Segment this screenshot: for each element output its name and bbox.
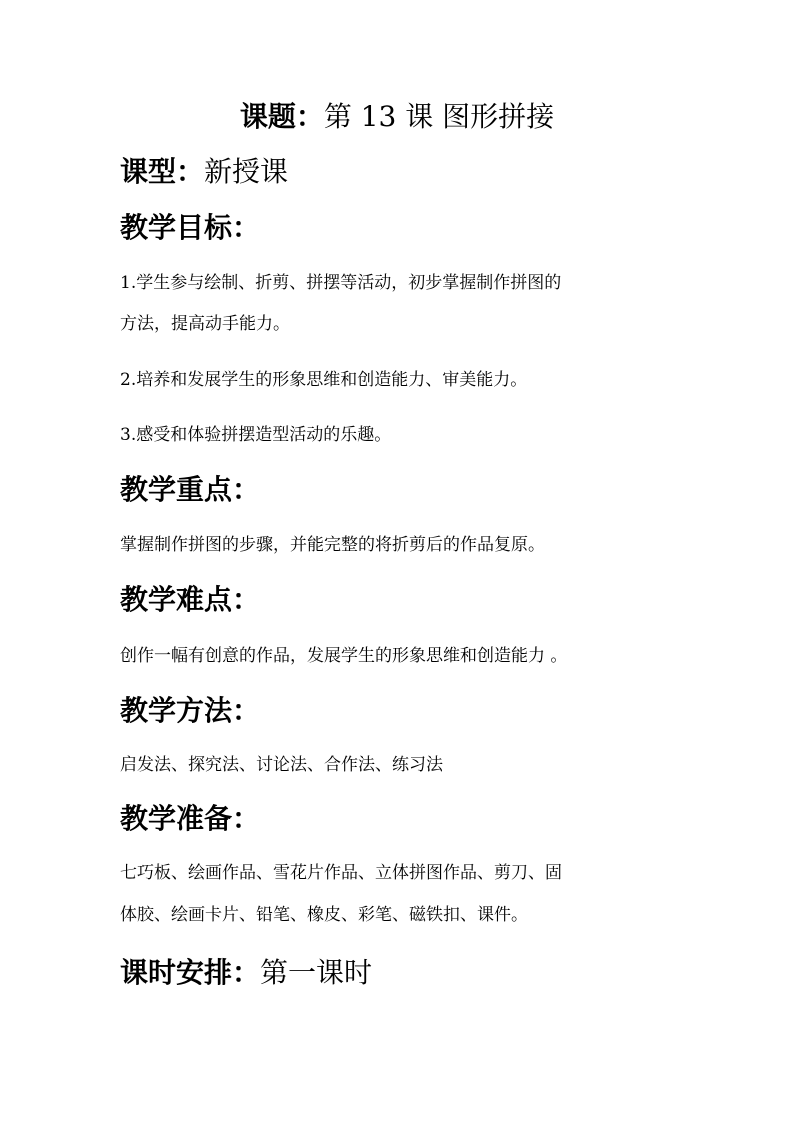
methods-text: 启发法、探究法、讨论法、合作法、练习法	[120, 755, 443, 775]
preparation-heading: 教学准备：	[120, 802, 261, 835]
difficulties-text: 创作一幅有创意的作品，发展学生的形象思维和创造能力 。	[120, 646, 568, 666]
methods-heading: 教学方法：	[120, 694, 261, 727]
lesson-type-value: 新授课	[204, 155, 289, 188]
lesson-title	[0, 96, 794, 138]
objective-line-3: 2.培养和发展学生的形象思维和创造能力、审美能力。	[120, 370, 528, 390]
objective-line-2: 方法，提高动手能力。	[120, 314, 290, 334]
schedule	[120, 953, 680, 993]
objectives-heading: 教学目标：	[120, 211, 261, 244]
key-points-text: 掌握制作拼图的步骤，并能完整的将折剪后的作品复原。	[120, 535, 545, 555]
objective-line-4: 3.感受和体验拼摆造型活动的乐趣。	[120, 425, 392, 445]
objective-line-1: 1.学生参与绘制、折剪、拼摆等活动，初步掌握制作拼图的	[120, 273, 562, 293]
key-points-heading: 教学重点：	[120, 473, 261, 506]
schedule-label: 课时安排：	[120, 956, 261, 989]
schedule-value: 第一课时	[260, 956, 373, 989]
title-label: 课题：	[239, 100, 324, 133]
lesson-type-label: 课型：	[120, 155, 205, 188]
title-name: 图形拼接	[442, 100, 555, 133]
lesson-type	[120, 152, 680, 192]
title-lesson-number: 第 13 课	[323, 100, 434, 133]
preparation-line-1: 七巧板、绘画作品、雪花片作品、立体拼图作品、剪刀、固	[120, 863, 562, 883]
difficulties-heading: 教学难点：	[120, 583, 261, 616]
preparation-line-2: 体胶、绘画卡片、铅笔、橡皮、彩笔、磁铁扣、课件。	[120, 905, 528, 925]
